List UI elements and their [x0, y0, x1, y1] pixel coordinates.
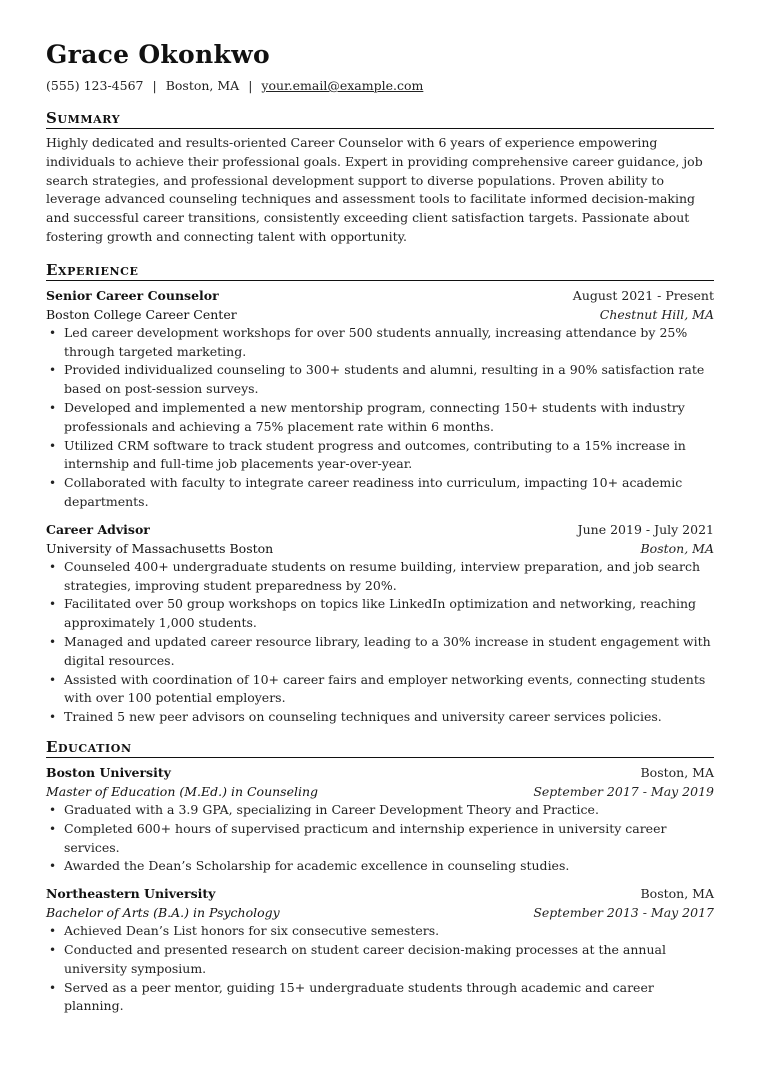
school-name: Boston University — [46, 764, 171, 780]
bullet-text: Graduated with a 3.9 GPA, specializing in Career Development Theory and Practice. — [64, 801, 599, 817]
education-bullets — [46, 801, 714, 876]
contact-separator: | — [152, 78, 157, 93]
bullet-text: Awarded the Dean’s Scholarship for academic excellence in counseling studies. — [64, 858, 570, 874]
school-location: Boston, MA — [640, 886, 714, 902]
bullet-text: Achieved Dean’s List honors for six consecutive semesters. — [64, 923, 440, 939]
location: Boston, MA — [165, 78, 240, 93]
job-organization: Boston College Career Center — [46, 306, 237, 322]
job-dates: June 2019 - July 2021 — [577, 521, 714, 537]
bullet-text: Assisted with coordination of 10+ career fairs and employer networking events, connecting students with over 100 potential employers. — [64, 671, 706, 706]
degree: Master of Education (M.Ed.) in Counseling — [46, 783, 319, 799]
bullet-item — [46, 820, 714, 858]
bullet-text: Served as a peer mentor, guiding 15+ undergraduate students through academic and career planning. — [64, 979, 654, 1014]
bullet-icon: • — [49, 942, 57, 957]
job-entry — [46, 286, 714, 512]
bullet-icon: • — [49, 438, 57, 453]
bullet-text: Completed 600+ hours of supervised practicum and internship experience in university career services. — [64, 820, 667, 855]
bullet-icon: • — [49, 476, 57, 491]
bullet-text: Managed and updated career resource library, leading to a 30% increase in student engagement with digital resources. — [64, 633, 711, 668]
bullet-icon: • — [49, 559, 57, 574]
bullet-icon: • — [49, 802, 57, 817]
bullet-icon: • — [49, 597, 57, 612]
bullet-icon: • — [49, 400, 57, 415]
bullet-item — [46, 857, 714, 876]
bullet-text: Trained 5 new peer advisors on counseling techniques and university career services policies. — [64, 709, 662, 725]
degree: Bachelor of Arts (B.A.) in Psychology — [46, 905, 280, 921]
education-dates: September 2017 - May 2019 — [533, 783, 714, 799]
summary-heading: Summary — [46, 109, 714, 129]
summary-section — [46, 109, 714, 247]
education-section — [46, 738, 714, 1016]
candidate-name: Grace Okonkwo — [46, 40, 270, 69]
experience-heading: Experience — [46, 261, 714, 281]
bullet-icon: • — [49, 980, 57, 995]
job-dates: August 2021 - Present — [572, 287, 714, 303]
bullet-text: Developed and implemented a new mentorship program, connecting 150+ students with industry professionals and achieving a 75% placement rate within 6 months. — [64, 399, 685, 434]
education-entry — [46, 884, 714, 1016]
bullet-item — [46, 361, 714, 399]
bullet-icon: • — [49, 363, 57, 378]
bullet-item — [46, 595, 714, 633]
bullet-item — [46, 633, 714, 671]
education-entry — [46, 763, 714, 876]
bullet-text: Utilized CRM software to track student progress and outcomes, contributing to a 15% increase in internship and full-time job placements year-over-year. — [64, 437, 686, 472]
bullet-item — [46, 437, 714, 475]
summary-text: Highly dedicated and results-oriented Career Counselor with 6 years of experience empowering individuals to achieve their professional goals. Expert in providing comprehensive career guidance, job search strategies, and professional development support to diverse populations. Proven ability to leverage advanced counseling techniques and assessment tools to facilitate informed decision-making and successful career transitions, consistently exceeding client satisfaction targets. Passionate about fostering growth and connecting talent with opportunity. — [46, 135, 703, 244]
bullet-icon: • — [49, 710, 57, 725]
job-bullets — [46, 324, 714, 512]
bullet-item — [46, 671, 714, 709]
phone-number: (555) 123-4567 — [46, 78, 144, 93]
school-name: Northeastern University — [46, 886, 216, 902]
bullet-item — [46, 801, 714, 820]
bullet-icon: • — [49, 859, 57, 874]
bullet-icon: • — [49, 672, 57, 687]
education-dates: September 2013 - May 2017 — [533, 905, 714, 921]
school-location: Boston, MA — [640, 764, 714, 780]
job-location: Chestnut Hill, MA — [599, 306, 714, 322]
bullet-text: Led career development workshops for over 500 students annually, increasing attendance by 25% through targeted marketing. — [64, 324, 688, 359]
bullet-text: Counseled 400+ undergraduate students on resume building, interview preparation, and job search strategies, improving student preparedness by 20%. — [64, 558, 701, 593]
experience-section — [46, 261, 714, 727]
bullet-item — [46, 922, 714, 941]
contact-separator: | — [248, 78, 253, 93]
bullet-item — [46, 708, 714, 727]
job-entry — [46, 520, 714, 727]
education-heading: Education — [46, 738, 714, 758]
job-organization: University of Massachusetts Boston — [46, 540, 274, 556]
bullet-item — [46, 399, 714, 437]
bullet-icon: • — [49, 924, 57, 939]
bullet-item — [46, 324, 714, 362]
bullet-text: Provided individualized counseling to 300+ students and alumni, resulting in a 90% satisfaction rate based on post-session surveys. — [64, 362, 705, 397]
bullet-item — [46, 979, 714, 1017]
email-link[interactable]: your.email@example.com — [261, 78, 424, 93]
education-bullets — [46, 922, 714, 1016]
contact-line — [46, 77, 714, 95]
bullet-icon: • — [49, 325, 57, 340]
bullet-text: Collaborated with faculty to integrate career readiness into curriculum, impacting 10+ academic departments. — [64, 475, 683, 509]
bullet-item — [46, 941, 714, 979]
bullet-icon: • — [49, 634, 57, 649]
job-title: Senior Career Counselor — [46, 287, 219, 303]
job-title: Career Advisor — [46, 521, 150, 537]
bullet-text: Facilitated over 50 group workshops on topics like LinkedIn optimization and networking, reaching approximately 1,000 students. — [64, 596, 697, 631]
resume-page — [46, 38, 714, 1016]
bullet-item — [46, 558, 714, 596]
job-location: Boston, MA — [640, 540, 714, 556]
bullet-item — [46, 474, 714, 512]
job-bullets — [46, 558, 714, 727]
bullet-icon: • — [49, 821, 57, 836]
bullet-text: Conducted and presented research on student career decision-making processes at the annual university symposium. — [64, 941, 666, 976]
